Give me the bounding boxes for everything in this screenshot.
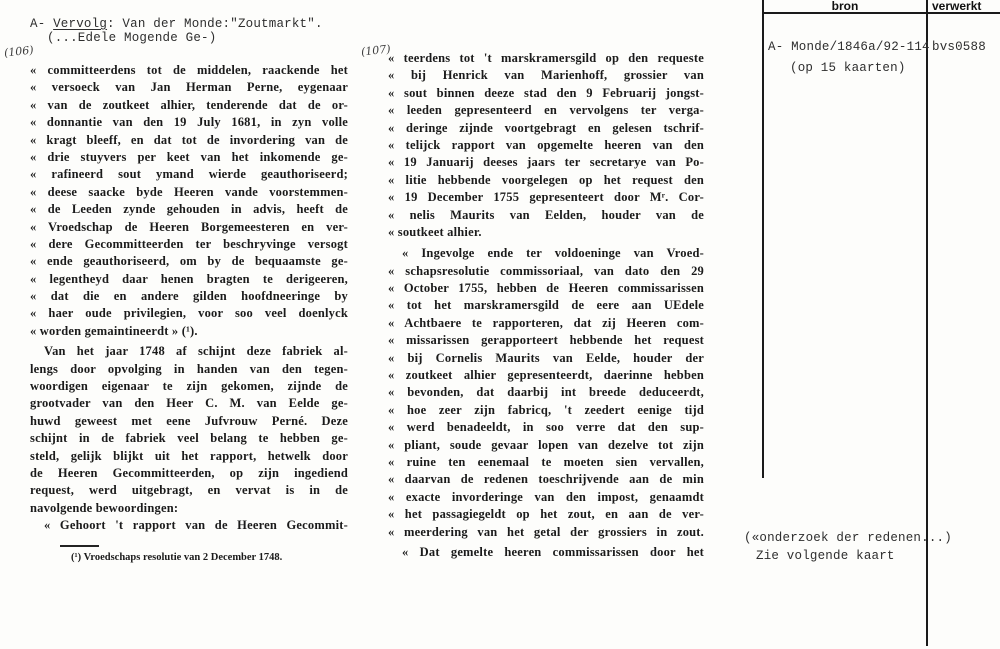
column-header-bron: bron [831, 0, 859, 13]
text-line: « donnantie van den 19 July 1681, in zyn volle [30, 115, 348, 130]
text-line: « zoutkeet alhier gepresenteerdt, daerinne hebben [388, 368, 704, 383]
text-line: « litie hebbende voorgelegen op het request den [388, 172, 704, 187]
text-line: request, werd uitgebragt, en vervat is in de [30, 483, 348, 498]
left-paragraph [30, 343, 348, 534]
source-reference: A- Monde/1846a/92-114 [768, 40, 930, 54]
text-line: « daarvan de redenen toeschrijvende aan de min [388, 472, 704, 487]
text-line: Van het jaar 1748 af schijnt deze fabriek al- [44, 344, 348, 359]
card-header-rest: : Van der Monde:"Zoutmarkt". [107, 17, 323, 31]
text-line: « 19 December 1755 gepresenteert door Mʳ. Cor- [388, 190, 704, 205]
continuation-note-line2: Zie volgende kaart [756, 549, 895, 563]
text-line: « versoeck van Jan Herman Perne, eygenaar [30, 80, 348, 95]
card-header-prefix: A- [30, 17, 54, 31]
text-line: « missarissen gerapporteert hebbende het request [388, 333, 704, 348]
text-line: « dere Gecommitteerden ter beschryvinge versogt [30, 236, 348, 251]
text-line: « October 1755, hebben de Heeren commissarissen [388, 281, 704, 296]
text-line: « het passagiegeldt op het zout, en aan de ver- [388, 507, 704, 522]
processed-code: bvs0588 [932, 40, 986, 54]
text-line: grootvader van den Heer C. M. van Eelde ge- [30, 396, 348, 411]
text-line: lengs door opvolging in handen van den tegen- [30, 361, 348, 376]
text-line: « sout binnen deeze stad den 9 Februarij jongst- [388, 85, 704, 100]
text-line: « rafineerd sout ymand wierde geauthoriseerd; [30, 167, 348, 182]
text-line: « leeden gepresenteerd en vervolgens ter verga- [388, 103, 704, 118]
text-line: schijnt in de fabriek veel belang te hebben ge- [30, 431, 348, 446]
text-line: « haer oude privilegien, voor soo veel doenlyck [30, 306, 348, 321]
text-line: « Vroedschap de Heeren Borgemeesteren en ver- [30, 219, 348, 234]
text-line: « worden gemaintineerdt » (¹). [30, 323, 198, 338]
text-line: « ruine ten eenemaal te moeten sien vervallen, [388, 454, 704, 469]
text-line: « Achtbaere te rapporteren, dat zij Heeren com- [388, 315, 704, 330]
text-line: « ende geauthoriseerd, om by de bequaamste ge- [30, 254, 348, 269]
text-line: « 19 Januarij deeses jaars ter secretarye van Po- [388, 155, 704, 170]
footnote: (¹) Vroedschaps resolutie van 2 December 1748. [71, 552, 283, 563]
footnote-rule [60, 545, 99, 547]
text-line: « meerdering van het getal der grossiers in zout. [388, 524, 704, 539]
text-line: « bevonden, dat daarbij int breede deduceerdt, [388, 385, 704, 400]
text-line: « committeerdens tot de middelen, raackende het [30, 63, 348, 77]
text-line: steld, gelijk blijkt uit het rapport, hetwelk door [30, 448, 348, 463]
text-line: « werd benadeeldt, in soo verre dat den sup- [388, 420, 704, 435]
text-line: « nelis Maurits van Eelden, houder van de [388, 207, 704, 222]
text-line: « exacte invorderinge van den impost, genaamdt [388, 489, 704, 504]
text-line: « telijck rapport van opgemelte heeren van den [388, 137, 704, 152]
text-line: huwd geweest met eene Jufvrouw Perné. Deze [30, 413, 348, 428]
text-line: « bij Henrick van Marienhoff, grossier van [388, 68, 704, 83]
text-line: « schapsresolutie commissoriaal, van dato den 29 [388, 263, 704, 278]
text-line: « hoe zeer zijn fabricq, 't zeedert eenige tijd [388, 402, 704, 417]
source-card-count: (op 15 kaarten) [790, 61, 906, 75]
text-line: woordigen eigenaar te zijn gekomen, zijnde de [30, 379, 348, 394]
text-line: « kragt bleeff, en dat tot de invordering van de [30, 132, 348, 147]
text-line: « Dat gemelte heeren commissarissen door het [402, 544, 704, 559]
text-line: « deringe zijnde voortgebragt en gelesen tschrif- [388, 120, 704, 135]
text-line: « teerdens tot 't marskramersgild op den requeste [388, 51, 704, 65]
column-header-verwerkt: verwerkt [932, 0, 982, 13]
continuation-note-line1: («onderzoek der redenen...) [744, 531, 952, 545]
register-divider-rule [926, 0, 928, 646]
text-line: « pliant, soude gevaar lopen van dezelve tot zijn [388, 437, 704, 452]
text-line: « Ingevolge ende ter voldoeninge van Vroed- [402, 246, 704, 261]
right-column [388, 50, 704, 561]
card-header-underlined: Vervolg [53, 17, 108, 31]
text-line: de Heeren Gecommitteerden, op zijn ingediend [30, 465, 348, 480]
text-line: « de Leeden zynde gehouden in advis, heeft de [30, 202, 348, 217]
text-line: « tot het marskramersgild de eere aan UEdele [388, 298, 704, 313]
text-line: « bij Cornelis Maurits van Eelde, houder der [388, 350, 704, 365]
left-column [30, 62, 348, 535]
card-header-line2: (...Edele Mogende Ge-) [47, 31, 217, 45]
text-line: « soutkeet alhier. [388, 224, 482, 239]
text-line: « legentheyd daar henen bragten te derigeeren, [30, 271, 348, 286]
text-line: « deese saacke byde Heeren vande voorstemmen- [30, 184, 348, 199]
text-line: « dat die en andere gilden hoofdneeringe by [30, 289, 348, 304]
register-left-rule [762, 0, 764, 478]
page-mark-right: (107) [360, 42, 392, 59]
text-line: « drie stuyvers per keet van het inkomende ge- [30, 149, 348, 164]
text-line: navolgende bewoordingen: [30, 500, 179, 515]
card-header-line1 [30, 17, 323, 31]
text-line: « van de zoutkeet alhier, tenderende dat de or- [30, 97, 348, 112]
text-line: « Gehoort 't rapport van de Heeren Gecommit- [44, 518, 348, 533]
page-mark-left: (106) [3, 43, 35, 60]
